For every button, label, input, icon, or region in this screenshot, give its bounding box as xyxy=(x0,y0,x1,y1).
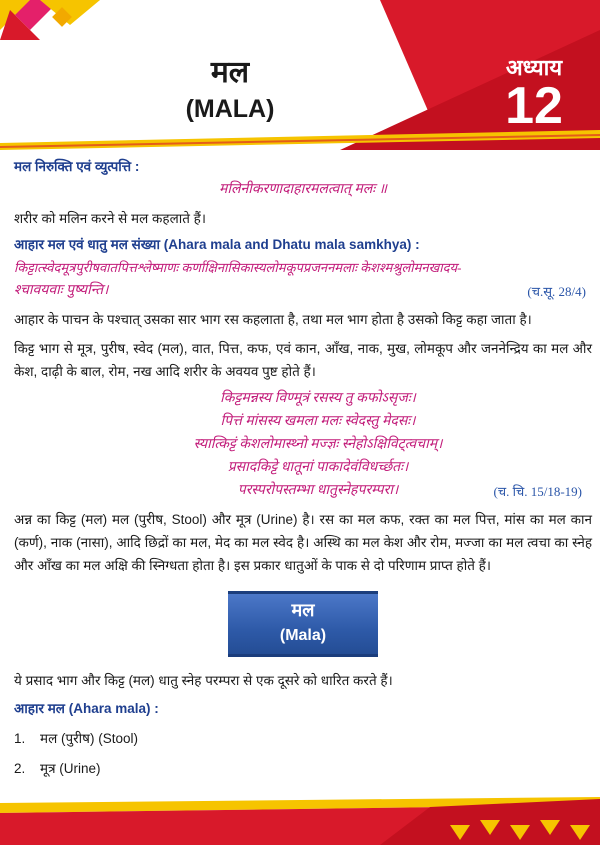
sanskrit-verse-block xyxy=(14,387,592,502)
reference-samkhya: (च.सू. 28/4) xyxy=(527,284,586,299)
mala-section-box xyxy=(228,591,378,657)
chapter-badge xyxy=(470,38,600,138)
section-heading-samkhya: आहार मल एवं धातु मल संख्या (Ahara mala and Dhatu mala samkhya) : xyxy=(14,237,420,252)
chapter-number: 12 xyxy=(505,77,563,135)
reference-verse-block: (च. चि. 15/18-19) xyxy=(493,484,582,499)
paragraph-kitta-bhaga: किट्ट भाग से मूत्र, पुरीष, स्वेद (मल), वात, पित्त, कफ, एवं कान, आँख, नाक, मुख, लोमकूप और जननेन्द्रिय का मल और केश, दाढ़ी के बाल, रोम, नख आदि शरीर के अवयव पुष्ट होते हैं। xyxy=(14,341,592,379)
paragraph-anna-kitta: अन्न का किट्ट (मल) मल (पुरीष, Stool) और मूत्र (Urine) है। रस का मल कफ, रक्त का मल पित्त, मांस का मल कान (कर्ण), नाक (नासा), आदि छिद्रों का मल, मेद का मल स्वेद है। अस्थि का मल केश और रोम, मज्जा का मल त्वचा का स्नेह और आँख का मल अक्षि की स्निग्धता होता है। इस प्रकार धातुओं के पाक से दो परिणाम प्राप्त होते हैं। xyxy=(14,512,592,573)
paragraph-nirukti: शरीर को मलिन करने से मल कहलाते हैं। xyxy=(14,211,206,226)
list-item-text: मल (पुरीष) (Stool) xyxy=(40,731,138,746)
list-item-number: 1. xyxy=(14,731,26,746)
page-footer-decoration xyxy=(0,795,600,845)
mala-box-wrap xyxy=(14,591,592,657)
sanskrit-verse-samkhya-a: किट्टात्स्वेदमूत्रपुरीषवातपित्तश्लेष्माणः कर्णाक्षिनासिकास्यलोमकूपप्रजननमलाः केशश्मश्रुलोमनखादय- xyxy=(14,260,462,275)
chapter-header xyxy=(0,0,600,150)
list-item-text: मूत्र (Urine) xyxy=(40,761,101,776)
list-item xyxy=(14,754,592,784)
mala-box-title-hindi: मल xyxy=(291,600,315,620)
page-title-english: (MALA) xyxy=(185,95,275,123)
paragraph-ahara-pachan: आहार के पाचन के पश्चात् उसका सार भाग रस कहलाता है, तथा मल भाग होता है उसको किट्ट कहा जाता है। xyxy=(14,312,532,327)
verse-line: पित्तं मांसस्य खमला मलः स्वेदस्तु मेदसः। xyxy=(220,414,416,429)
ahara-mala-list xyxy=(14,724,592,784)
chapter-label: अध्याय xyxy=(505,55,563,80)
verse-line: प्रसादकिट्टे धातूनां पाकादेवंविधर्च्छतः। xyxy=(227,460,409,475)
page-content xyxy=(14,156,592,784)
sanskrit-verse-samkhya-b: श्चावयवाः पुष्यन्ति। xyxy=(14,283,109,298)
section-heading-nirukti: मल निरुक्ति एवं व्युत्पत्ति : xyxy=(14,159,140,174)
mala-box-title-english: (Mala) xyxy=(279,627,327,644)
verse-line: स्यात्किट्टं केशलोमास्थ्नो मज्ज्ञः स्नेहोऽक्षिविट्त्वचाम्। xyxy=(193,437,443,452)
page-title-hindi: मल xyxy=(210,56,250,89)
footer-decoration xyxy=(0,795,600,845)
sanskrit-verse-nirukti: मलिनीकरणादाहारमलत्वात् मलः ॥ xyxy=(219,182,387,197)
verse-line: परस्परोपस्तम्भा धातुस्नेहपरम्परा। xyxy=(237,483,399,498)
section-heading-ahara-mala: आहार मल (Ahara mala) : xyxy=(14,701,159,716)
paragraph-prasad-bhaga: ये प्रसाद भाग और किट्ट (मल) धातु स्नेह परम्परा से एक दूसरे को धारित करते हैं। xyxy=(14,673,393,688)
verse-line: किट्टमन्नस्य विण्मूत्रं रसस्य तु कफोऽसृजः। xyxy=(220,391,416,406)
list-item-number: 2. xyxy=(14,761,26,776)
sanskrit-verse-samkhya-b-row xyxy=(14,279,592,302)
list-item xyxy=(14,724,592,754)
